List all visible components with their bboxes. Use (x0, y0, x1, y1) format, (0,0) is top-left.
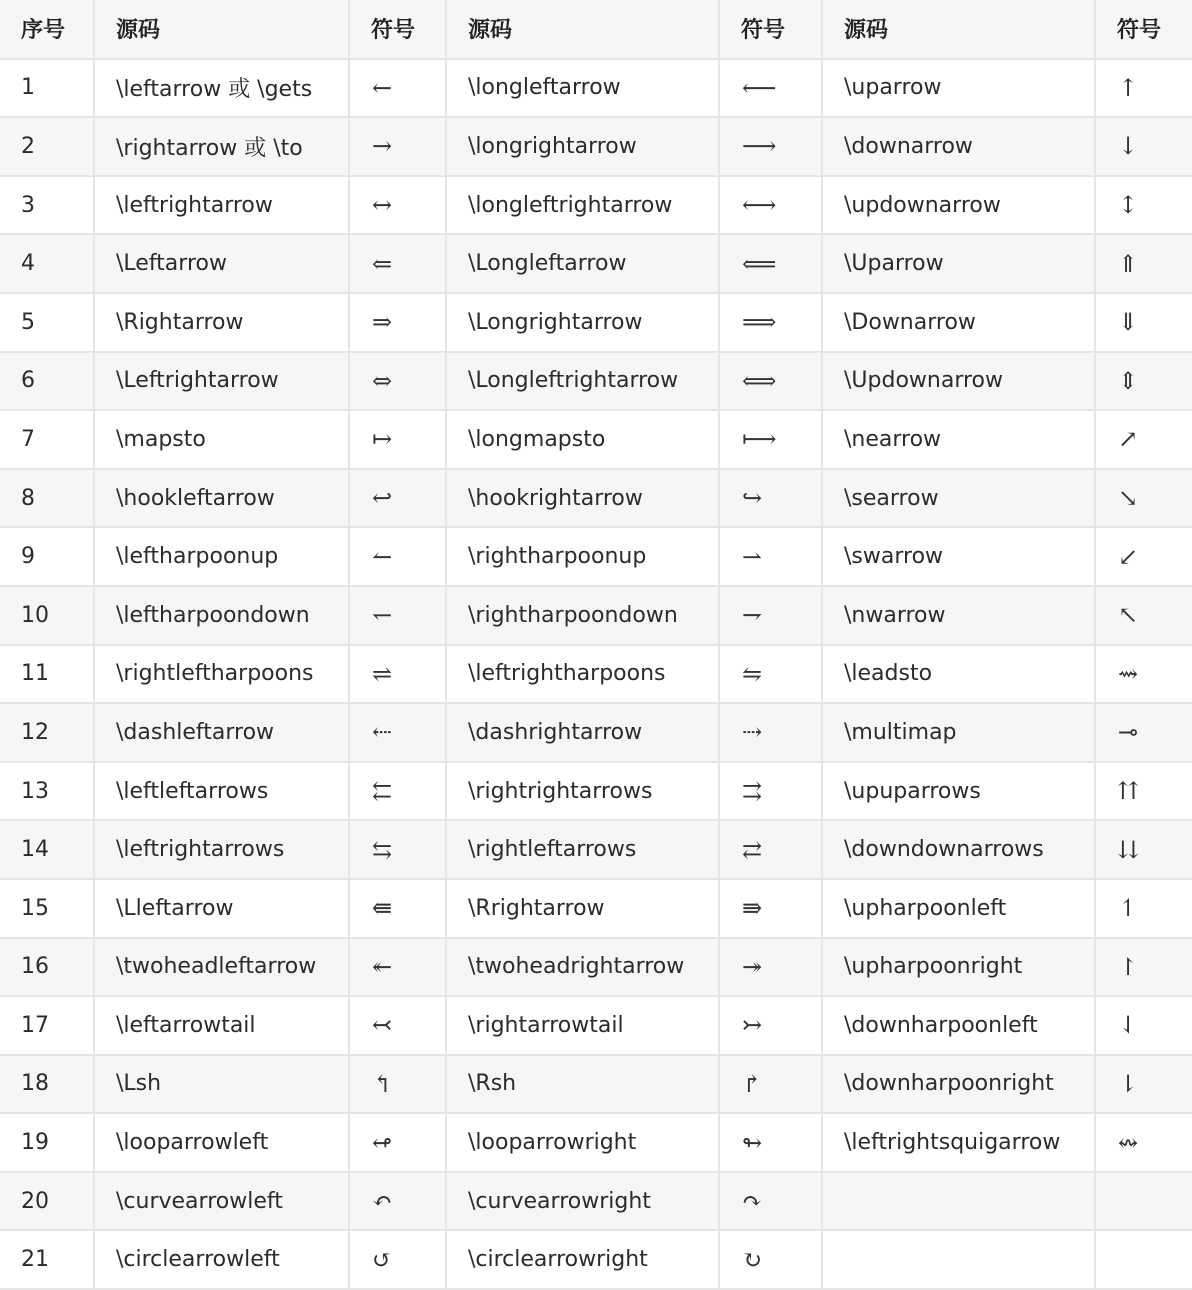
symbol-cell-2: ⇄ (719, 820, 822, 879)
code-cell-2: \curvearrowright (446, 1172, 719, 1231)
header-code-3: 源码 (822, 0, 1095, 59)
table-row (0, 527, 1192, 586)
symbol-cell-2: ⟹ (719, 293, 822, 352)
code-cell-3: \nearrow (822, 410, 1095, 469)
symbol-cell-3: ↭ (1095, 1113, 1192, 1172)
table-row (0, 234, 1192, 293)
code-cell-1: \curvearrowleft (94, 1172, 349, 1231)
code-cell-1: \Rightarrow (94, 293, 349, 352)
symbol-cell-3: ↖ (1095, 586, 1192, 645)
code-cell-3 (822, 1172, 1095, 1231)
table-row (0, 1113, 1192, 1172)
code-cell-2: \longleftarrow (446, 59, 719, 118)
table-row (0, 176, 1192, 235)
symbol-cell-3: ↗ (1095, 410, 1192, 469)
code-cell-3: \leadsto (822, 645, 1095, 704)
symbol-cell-2: ⇀ (719, 527, 822, 586)
code-cell-2: \Longrightarrow (446, 293, 719, 352)
code-cell-3: \downharpoonleft (822, 996, 1095, 1055)
symbol-cell-3: ↾ (1095, 938, 1192, 997)
row-index: 9 (0, 527, 94, 586)
code-cell-1: \looparrowleft (94, 1113, 349, 1172)
table-row (0, 59, 1192, 118)
code-cell-1: \leftrightarrows (94, 820, 349, 879)
symbol-cell-1: ⇆ (349, 820, 446, 879)
table-row (0, 703, 1192, 762)
symbol-cell-3: ↘ (1095, 469, 1192, 528)
code-cell-2: \leftrightharpoons (446, 645, 719, 704)
symbol-cell-2: ↬ (719, 1113, 822, 1172)
symbol-cell-2: ⇁ (719, 586, 822, 645)
code-cell-3: \upharpoonright (822, 938, 1095, 997)
symbol-cell-3: ⇑ (1095, 234, 1192, 293)
row-index: 16 (0, 938, 94, 997)
code-cell-1: \rightarrow 或 \to (94, 117, 349, 176)
symbol-cell-1: ⇚ (349, 879, 446, 938)
code-cell-1: \leftarrowtail (94, 996, 349, 1055)
header-symbol-1: 符号 (349, 0, 446, 59)
symbol-cell-1: ⇠ (349, 703, 446, 762)
header-row (0, 0, 1192, 59)
symbol-cell-3: ⇝ (1095, 645, 1192, 704)
symbol-cell-2: ↱ (719, 1055, 822, 1114)
code-cell-1: \twoheadleftarrow (94, 938, 349, 997)
symbol-cell-2: ⟼ (719, 410, 822, 469)
code-cell-1: \leftarrow 或 \gets (94, 59, 349, 118)
code-cell-1: \Leftarrow (94, 234, 349, 293)
table-row (0, 1172, 1192, 1231)
code-cell-1: \leftrightarrow (94, 176, 349, 235)
symbol-cell-2: ⟸ (719, 234, 822, 293)
symbol-cell-1: ↞ (349, 938, 446, 997)
code-cell-2: \rightleftarrows (446, 820, 719, 879)
code-cell-1: \Lleftarrow (94, 879, 349, 938)
symbol-cell-1: ⇒ (349, 293, 446, 352)
symbol-cell-2: ⇋ (719, 645, 822, 704)
code-cell-2: \rightarrowtail (446, 996, 719, 1055)
symbol-cell-2: ⇢ (719, 703, 822, 762)
symbol-cell-1: ⇐ (349, 234, 446, 293)
code-cell-3: \uparrow (822, 59, 1095, 118)
symbol-cell-2: ⟺ (719, 352, 822, 411)
header-code-1: 源码 (94, 0, 349, 59)
code-cell-1: \rightleftharpoons (94, 645, 349, 704)
symbol-cell-1: ↶ (349, 1172, 446, 1231)
header-code-2: 源码 (446, 0, 719, 59)
symbol-cell-3: ↓ (1095, 117, 1192, 176)
symbol-cell-2: ⟶ (719, 117, 822, 176)
symbol-cell-1: ↰ (349, 1055, 446, 1114)
table-row (0, 117, 1192, 176)
symbol-cell-2: ↠ (719, 938, 822, 997)
table-row (0, 352, 1192, 411)
symbol-cell-2: ↪ (719, 469, 822, 528)
symbol-cell-1: ↦ (349, 410, 446, 469)
table-row (0, 1055, 1192, 1114)
symbol-cell-3: ↕ (1095, 176, 1192, 235)
code-cell-1: \Leftrightarrow (94, 352, 349, 411)
row-index: 1 (0, 59, 94, 118)
code-cell-1: \circlearrowleft (94, 1230, 349, 1289)
row-index: 5 (0, 293, 94, 352)
symbol-cell-3: ⇈ (1095, 762, 1192, 821)
symbol-cell-1: → (349, 117, 446, 176)
symbol-cell-2: ↣ (719, 996, 822, 1055)
symbol-cell-2: ⇉ (719, 762, 822, 821)
code-cell-1: \leftharpoonup (94, 527, 349, 586)
symbol-cell-3: ↑ (1095, 59, 1192, 118)
code-cell-3: \downharpoonright (822, 1055, 1095, 1114)
symbol-cell-1: ⇌ (349, 645, 446, 704)
symbol-cell-3: ⇃ (1095, 996, 1192, 1055)
symbol-cell-2: ⇛ (719, 879, 822, 938)
code-cell-3 (822, 1230, 1095, 1289)
code-cell-1: \dashleftarrow (94, 703, 349, 762)
code-cell-3: \nwarrow (822, 586, 1095, 645)
code-cell-2: \rightharpoondown (446, 586, 719, 645)
code-cell-3: \upuparrows (822, 762, 1095, 821)
symbol-cell-2: ⟷ (719, 176, 822, 235)
header-symbol-3: 符号 (1095, 0, 1192, 59)
table-row (0, 938, 1192, 997)
symbol-cell-3: ⇕ (1095, 352, 1192, 411)
table-row (0, 762, 1192, 821)
table-row (0, 996, 1192, 1055)
row-index: 7 (0, 410, 94, 469)
row-index: 8 (0, 469, 94, 528)
symbol-cell-3: ↿ (1095, 879, 1192, 938)
code-cell-3: \multimap (822, 703, 1095, 762)
symbol-cell-3: ⇊ (1095, 820, 1192, 879)
code-cell-1: \leftleftarrows (94, 762, 349, 821)
code-cell-2: \Longleftarrow (446, 234, 719, 293)
code-cell-3: \updownarrow (822, 176, 1095, 235)
symbol-cell-3 (1095, 1230, 1192, 1289)
row-index: 11 (0, 645, 94, 704)
code-cell-2: \rightrightarrows (446, 762, 719, 821)
table-row (0, 879, 1192, 938)
code-cell-2: \Rsh (446, 1055, 719, 1114)
symbol-cell-3: ⊸ (1095, 703, 1192, 762)
code-cell-3: \searrow (822, 469, 1095, 528)
row-index: 14 (0, 820, 94, 879)
symbol-cell-2: ↷ (719, 1172, 822, 1231)
row-index: 2 (0, 117, 94, 176)
table-row (0, 410, 1192, 469)
table-body (0, 59, 1192, 1289)
header-index: 序号 (0, 0, 94, 59)
code-cell-2: \longrightarrow (446, 117, 719, 176)
code-cell-1: \hookleftarrow (94, 469, 349, 528)
code-cell-2: \Rrightarrow (446, 879, 719, 938)
code-cell-3: \upharpoonleft (822, 879, 1095, 938)
table-row (0, 1230, 1192, 1289)
table-row (0, 645, 1192, 704)
symbol-cell-3 (1095, 1172, 1192, 1231)
code-cell-3: \Updownarrow (822, 352, 1095, 411)
symbol-cell-3: ⇂ (1095, 1055, 1192, 1114)
table-row (0, 820, 1192, 879)
code-cell-1: \leftharpoondown (94, 586, 349, 645)
symbol-cell-1: ⇔ (349, 352, 446, 411)
table-row (0, 293, 1192, 352)
symbol-cell-1: ↽ (349, 586, 446, 645)
symbol-cell-1: ⇇ (349, 762, 446, 821)
header-symbol-2: 符号 (719, 0, 822, 59)
table-row (0, 586, 1192, 645)
row-index: 18 (0, 1055, 94, 1114)
symbol-cell-2: ⟵ (719, 59, 822, 118)
row-index: 19 (0, 1113, 94, 1172)
row-index: 20 (0, 1172, 94, 1231)
row-index: 4 (0, 234, 94, 293)
code-cell-3: \downarrow (822, 117, 1095, 176)
symbol-cell-1: ↫ (349, 1113, 446, 1172)
symbol-cell-2: ↻ (719, 1230, 822, 1289)
code-cell-2: \circlearrowright (446, 1230, 719, 1289)
row-index: 13 (0, 762, 94, 821)
code-cell-2: \twoheadrightarrow (446, 938, 719, 997)
code-cell-3: \Uparrow (822, 234, 1095, 293)
code-cell-2: \Longleftrightarrow (446, 352, 719, 411)
symbol-cell-1: ↺ (349, 1230, 446, 1289)
row-index: 17 (0, 996, 94, 1055)
row-index: 10 (0, 586, 94, 645)
symbol-cell-1: ← (349, 59, 446, 118)
row-index: 3 (0, 176, 94, 235)
symbol-cell-1: ↼ (349, 527, 446, 586)
row-index: 21 (0, 1230, 94, 1289)
code-cell-2: \hookrightarrow (446, 469, 719, 528)
row-index: 15 (0, 879, 94, 938)
code-cell-2: \looparrowright (446, 1113, 719, 1172)
code-cell-2: \dashrightarrow (446, 703, 719, 762)
code-cell-2: \longleftrightarrow (446, 176, 719, 235)
symbol-cell-3: ↙ (1095, 527, 1192, 586)
symbol-cell-3: ⇓ (1095, 293, 1192, 352)
code-cell-3: \downdownarrows (822, 820, 1095, 879)
code-cell-1: \mapsto (94, 410, 349, 469)
code-cell-3: \leftrightsquigarrow (822, 1113, 1095, 1172)
symbol-cell-1: ↩ (349, 469, 446, 528)
code-cell-3: \Downarrow (822, 293, 1095, 352)
code-cell-2: \rightharpoonup (446, 527, 719, 586)
table-row (0, 469, 1192, 528)
code-cell-3: \swarrow (822, 527, 1095, 586)
row-index: 6 (0, 352, 94, 411)
symbol-cell-1: ↔ (349, 176, 446, 235)
symbol-cell-1: ↢ (349, 996, 446, 1055)
row-index: 12 (0, 703, 94, 762)
code-cell-1: \Lsh (94, 1055, 349, 1114)
code-cell-2: \longmapsto (446, 410, 719, 469)
